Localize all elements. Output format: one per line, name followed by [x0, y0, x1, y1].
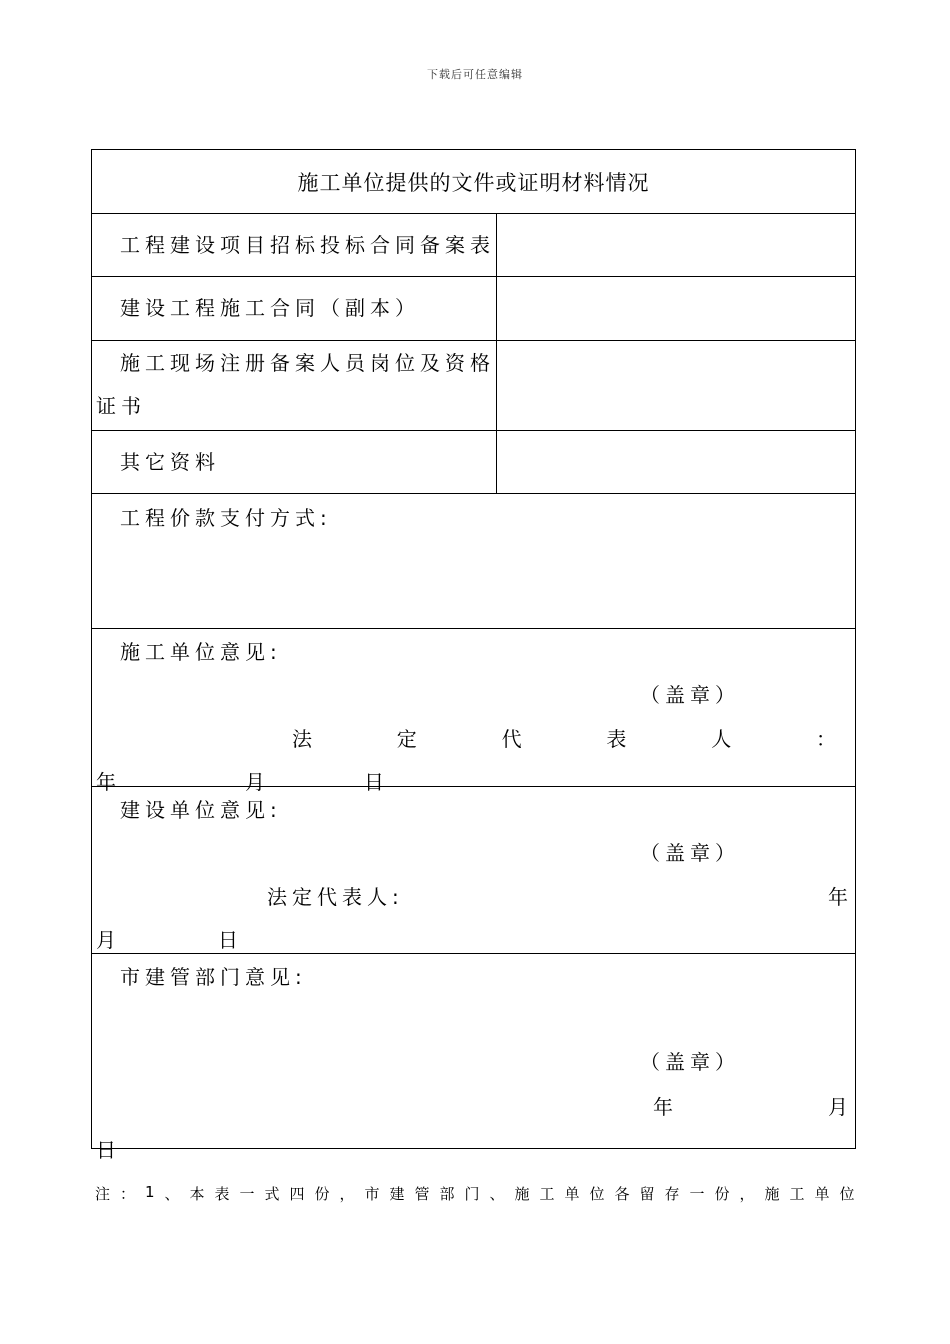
owner-date-month: 月 — [96, 928, 121, 952]
row-label-bid-contract-record: 工程建设项目招标投标合同备案表 — [120, 233, 495, 257]
footnote-char: ， — [339, 1185, 355, 1203]
row-divider — [92, 493, 855, 494]
footnote-char: 份 — [314, 1185, 330, 1203]
footnote-char: 式 — [264, 1185, 280, 1203]
owner-opinion-label: 建设单位意见: — [120, 798, 282, 822]
city-authority-opinion-section — [92, 954, 855, 1162]
footnote-char: 门 — [464, 1185, 480, 1203]
city-seal-label: （盖章） — [640, 1050, 740, 1074]
footnote-char: 注 — [95, 1185, 111, 1203]
footnote-char: 本 — [189, 1185, 205, 1203]
row-label-personnel-certificates-cont: 证书 — [96, 394, 146, 418]
city-authority-opinion-label: 市建管部门意见: — [120, 965, 307, 989]
contractor-opinion-label: 施工单位意见: — [120, 640, 282, 664]
footnote-char: 一 — [689, 1185, 705, 1203]
footnote-char: 留 — [639, 1185, 655, 1203]
footnote-char: 管 — [414, 1185, 430, 1203]
footnote-char: 工 — [539, 1185, 555, 1203]
footnote-char: 表 — [214, 1185, 230, 1203]
contractor-seal-label: （盖章） — [640, 683, 740, 707]
city-date-year: 年 — [653, 1095, 678, 1119]
city-date-month: 月 — [828, 1095, 853, 1119]
footnote-char: 各 — [614, 1185, 630, 1203]
contractor-opinion-section — [92, 629, 855, 794]
footnote-char: 、 — [489, 1185, 505, 1203]
row-label-construction-contract: 建设工程施工合同（副本） — [120, 296, 420, 320]
contractor-legal-representative: 法 定 代 表 人 ： — [292, 727, 836, 751]
footnote-char: 四 — [289, 1185, 305, 1203]
answer-cell-construction-contract[interactable] — [497, 277, 855, 340]
footnote-char: 位 — [589, 1185, 605, 1203]
footnote-char: 1 — [145, 1183, 155, 1201]
footnote-char: 施 — [764, 1185, 780, 1203]
row-label-personnel-certificates: 施工现场注册备案人员岗位及资格 — [120, 351, 495, 375]
city-date-day: 日 — [96, 1138, 121, 1162]
footnote-char: 市 — [364, 1185, 380, 1203]
footnote-char: 工 — [789, 1185, 805, 1203]
owner-date-year: 年 — [828, 885, 853, 909]
footnote-char: ： — [120, 1185, 136, 1203]
footnote-char: 施 — [514, 1185, 530, 1203]
footnote-char: 单 — [564, 1185, 580, 1203]
form-title: 施工单位提供的文件或证明材料情况 — [297, 170, 650, 195]
footnote-char: 存 — [664, 1185, 680, 1203]
footnote — [95, 1183, 855, 1204]
row-label-other-materials: 其它资料 — [120, 450, 220, 474]
approval-form — [91, 149, 856, 1162]
owner-legal-representative: 法定代表人: — [267, 885, 404, 909]
contractor-date-day: 日 — [364, 770, 389, 794]
footnote-char: 一 — [239, 1185, 255, 1203]
answer-cell-personnel-certificates[interactable] — [497, 341, 855, 430]
footnote-char: 单 — [814, 1185, 830, 1203]
footnote-char: ， — [739, 1185, 755, 1203]
answer-cell-bid-contract-record[interactable] — [497, 214, 855, 276]
footnote-char: 份 — [714, 1185, 730, 1203]
header-note: 下载后可任意编辑 — [427, 68, 523, 81]
footnote-char: 、 — [164, 1185, 180, 1203]
footnote-char: 部 — [439, 1185, 455, 1203]
answer-cell-other-materials[interactable] — [497, 431, 855, 493]
contractor-date-month: 月 — [245, 770, 270, 794]
owner-opinion-section — [92, 787, 855, 953]
owner-date-day: 日 — [218, 928, 243, 952]
contractor-date-year: 年 — [96, 770, 121, 794]
footnote-char: 建 — [389, 1185, 405, 1203]
payment-method-label: 工程价款支付方式: — [120, 506, 332, 530]
footnote-char: 位 — [839, 1185, 855, 1203]
owner-seal-label: （盖章） — [640, 841, 740, 865]
